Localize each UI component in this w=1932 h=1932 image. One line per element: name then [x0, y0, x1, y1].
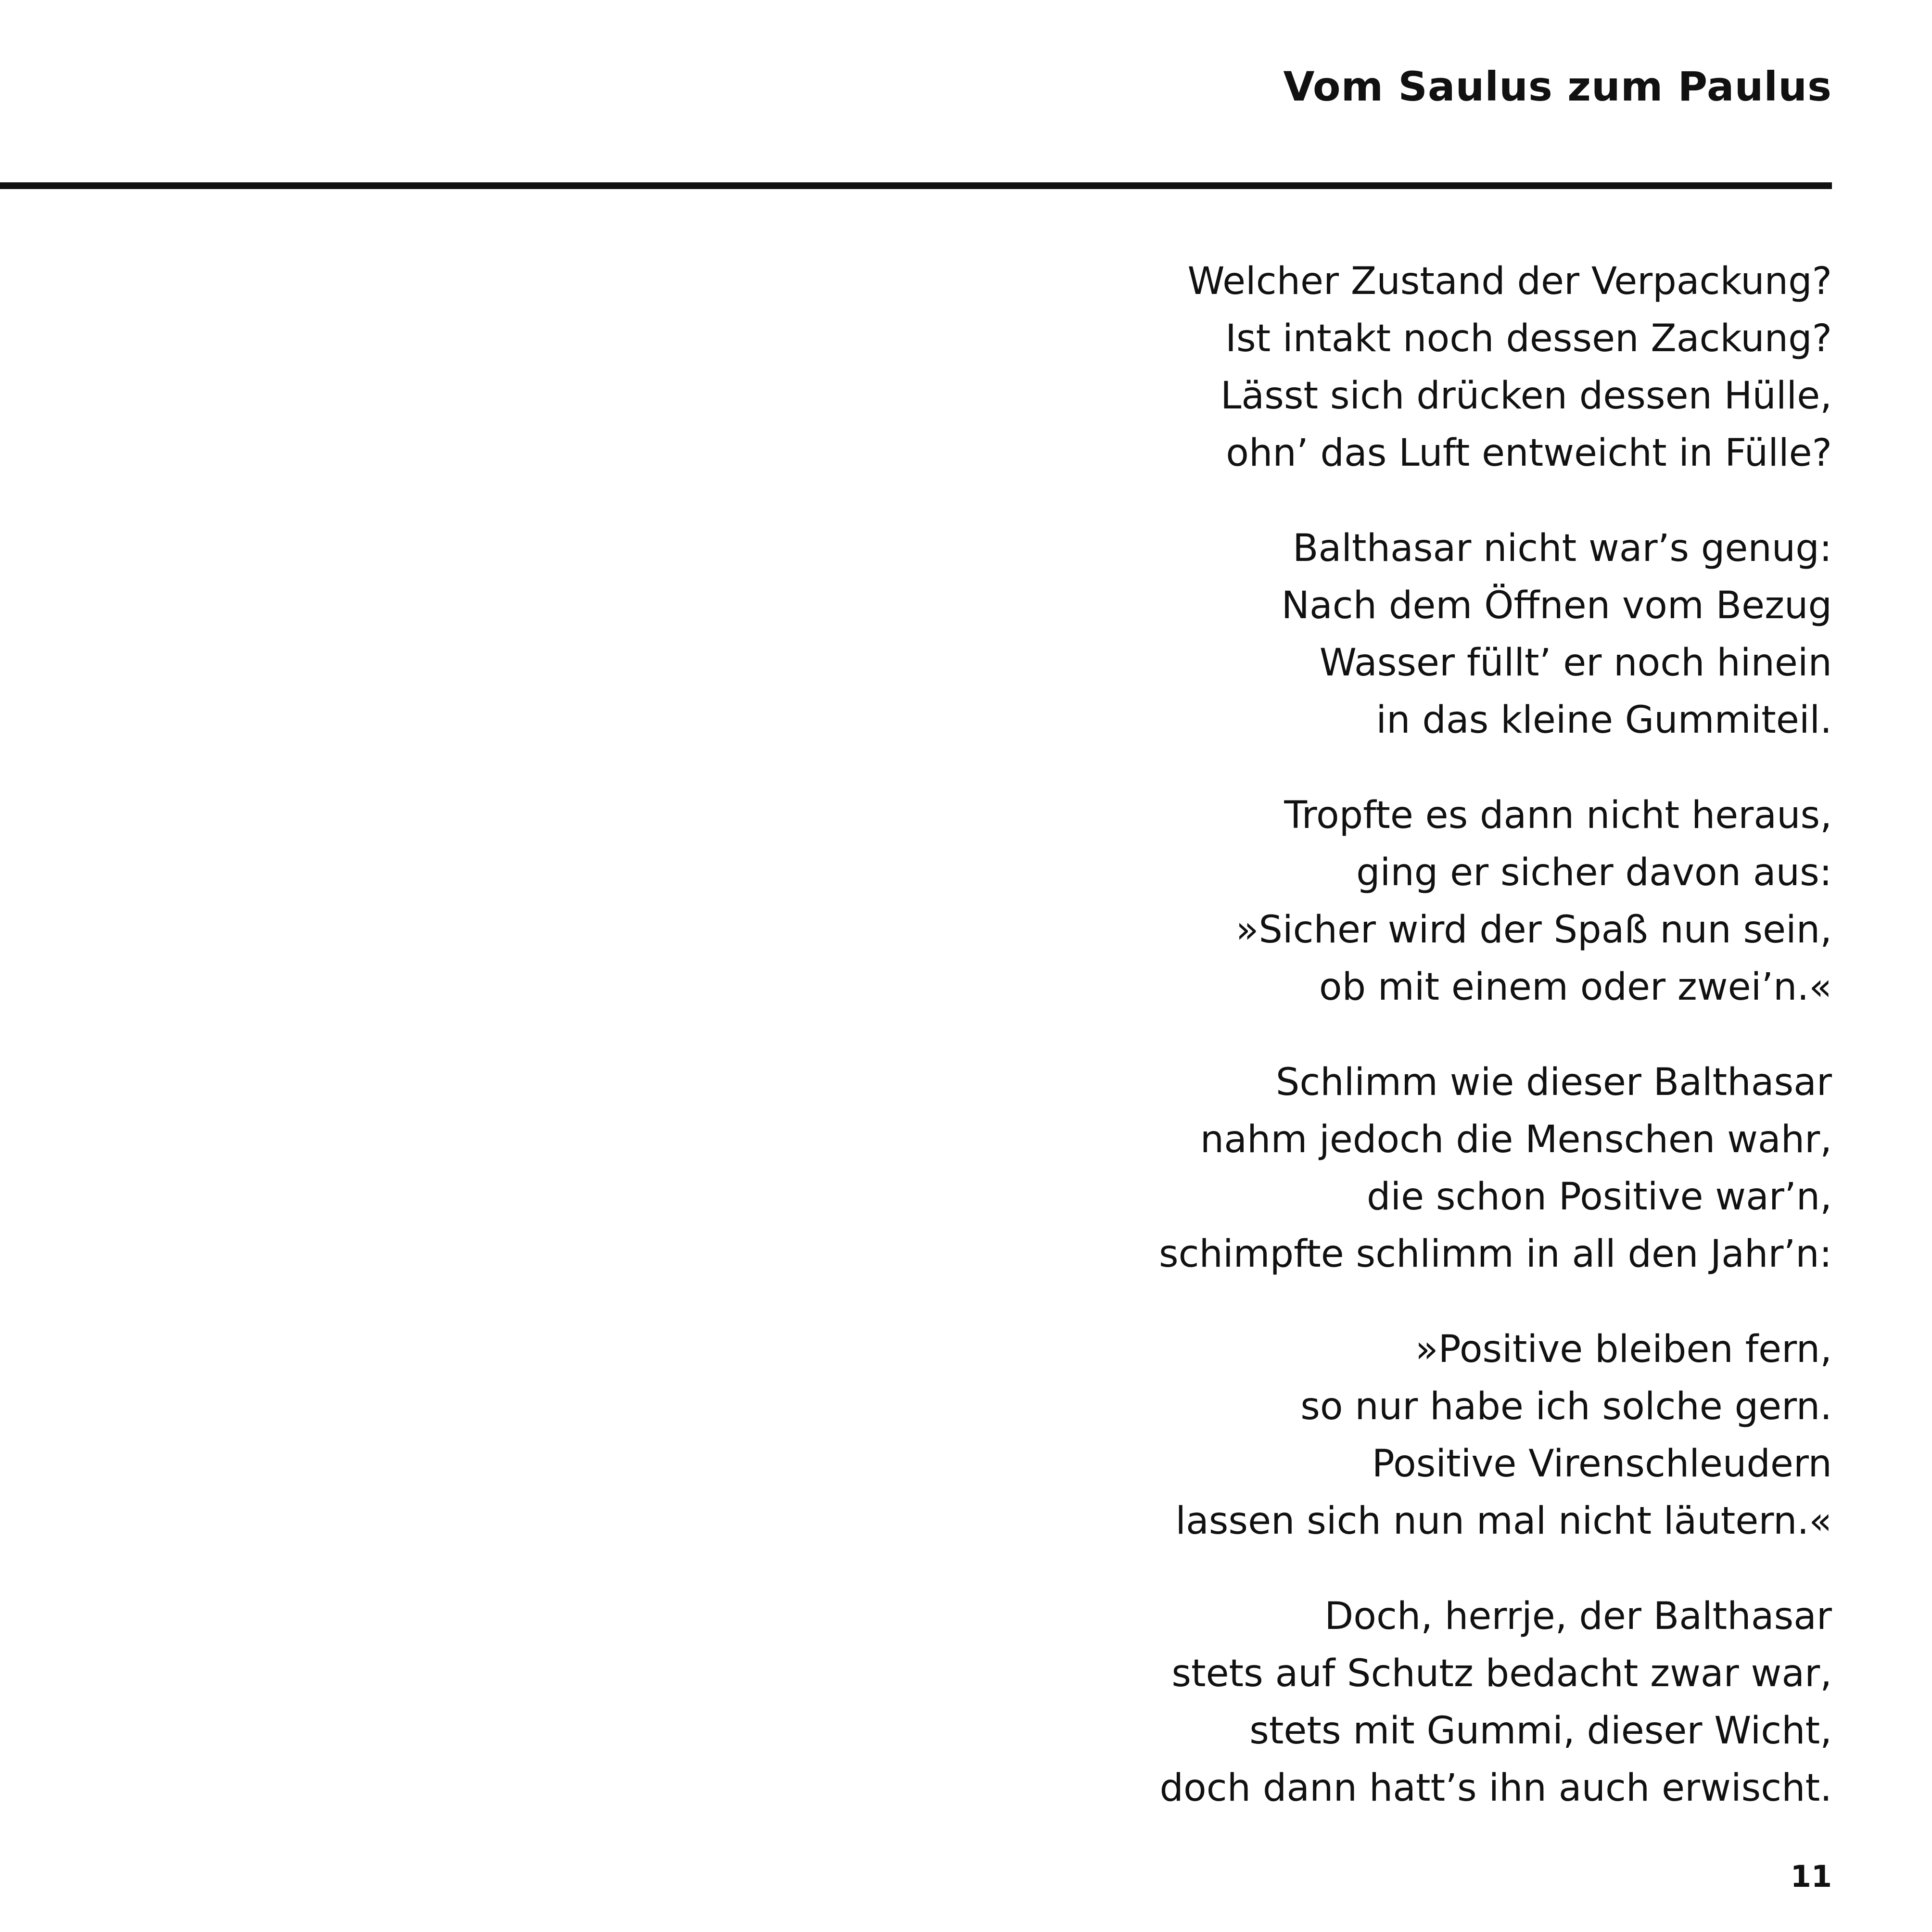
stanza-6	[1014, 1588, 1832, 1817]
stanza-3	[1014, 787, 1832, 1016]
stanza-5	[1014, 1321, 1832, 1550]
poem-line: schimpfte schlimm in all den Jahr’n:	[1158, 1233, 1832, 1276]
poem-line: lassen sich nun mal nicht läutern.«	[1175, 1500, 1832, 1543]
page-title: Vom Saulus zum Paulus	[1283, 63, 1832, 110]
poem-line: Tropfte es dann nicht heraus,	[1284, 794, 1832, 837]
page-number: 11	[1790, 1859, 1832, 1894]
poem-line: stets auf Schutz bedacht zwar war,	[1171, 1652, 1832, 1695]
poem-line: so nur habe ich solche gern.	[1300, 1385, 1832, 1428]
poem-line: »Positive bleiben fern,	[1415, 1328, 1832, 1371]
poem-line: doch dann hatt’s ihn auch erwischt.	[1159, 1767, 1832, 1810]
stanza-2	[1014, 520, 1832, 749]
poem-line: »Sicher wird der Spaß nun sein,	[1235, 908, 1832, 952]
poem-line: Nach dem Öffnen vom Bezug	[1281, 584, 1832, 627]
poem-line: nahm jedoch die Menschen wahr,	[1200, 1118, 1832, 1161]
poem-line: Ist intakt noch dessen Zackung?	[1225, 317, 1832, 360]
poem-line: Lässt sich drücken dessen Hülle,	[1220, 374, 1832, 418]
poem-body	[1014, 253, 1832, 1817]
poem-line: in das kleine Gummiteil.	[1376, 699, 1832, 742]
poem-line: die schon Positive war’n,	[1366, 1175, 1832, 1219]
poem-line: Doch, herrje, der Balthasar	[1324, 1595, 1832, 1638]
poem-line: ging er sicher davon aus:	[1356, 851, 1832, 894]
poem-line: ohn’ das Luft entweicht in Fülle?	[1226, 432, 1832, 475]
poem-line: Schlimm wie dieser Balthasar	[1275, 1061, 1832, 1104]
poem-line: Positive Virenschleudern	[1372, 1442, 1832, 1486]
poem-line: Balthasar nicht war’s genug:	[1293, 527, 1832, 570]
poem-line: Welcher Zustand der Verpackung?	[1187, 260, 1832, 303]
header-divider	[0, 182, 1832, 189]
poem-line: Wasser füllt’ er noch hinein	[1319, 641, 1832, 685]
stanza-4	[1014, 1054, 1832, 1283]
stanza-1	[1014, 253, 1832, 482]
poem-line: ob mit einem oder zwei’n.«	[1319, 966, 1832, 1009]
poem-line: stets mit Gummi, dieser Wicht,	[1249, 1709, 1832, 1753]
